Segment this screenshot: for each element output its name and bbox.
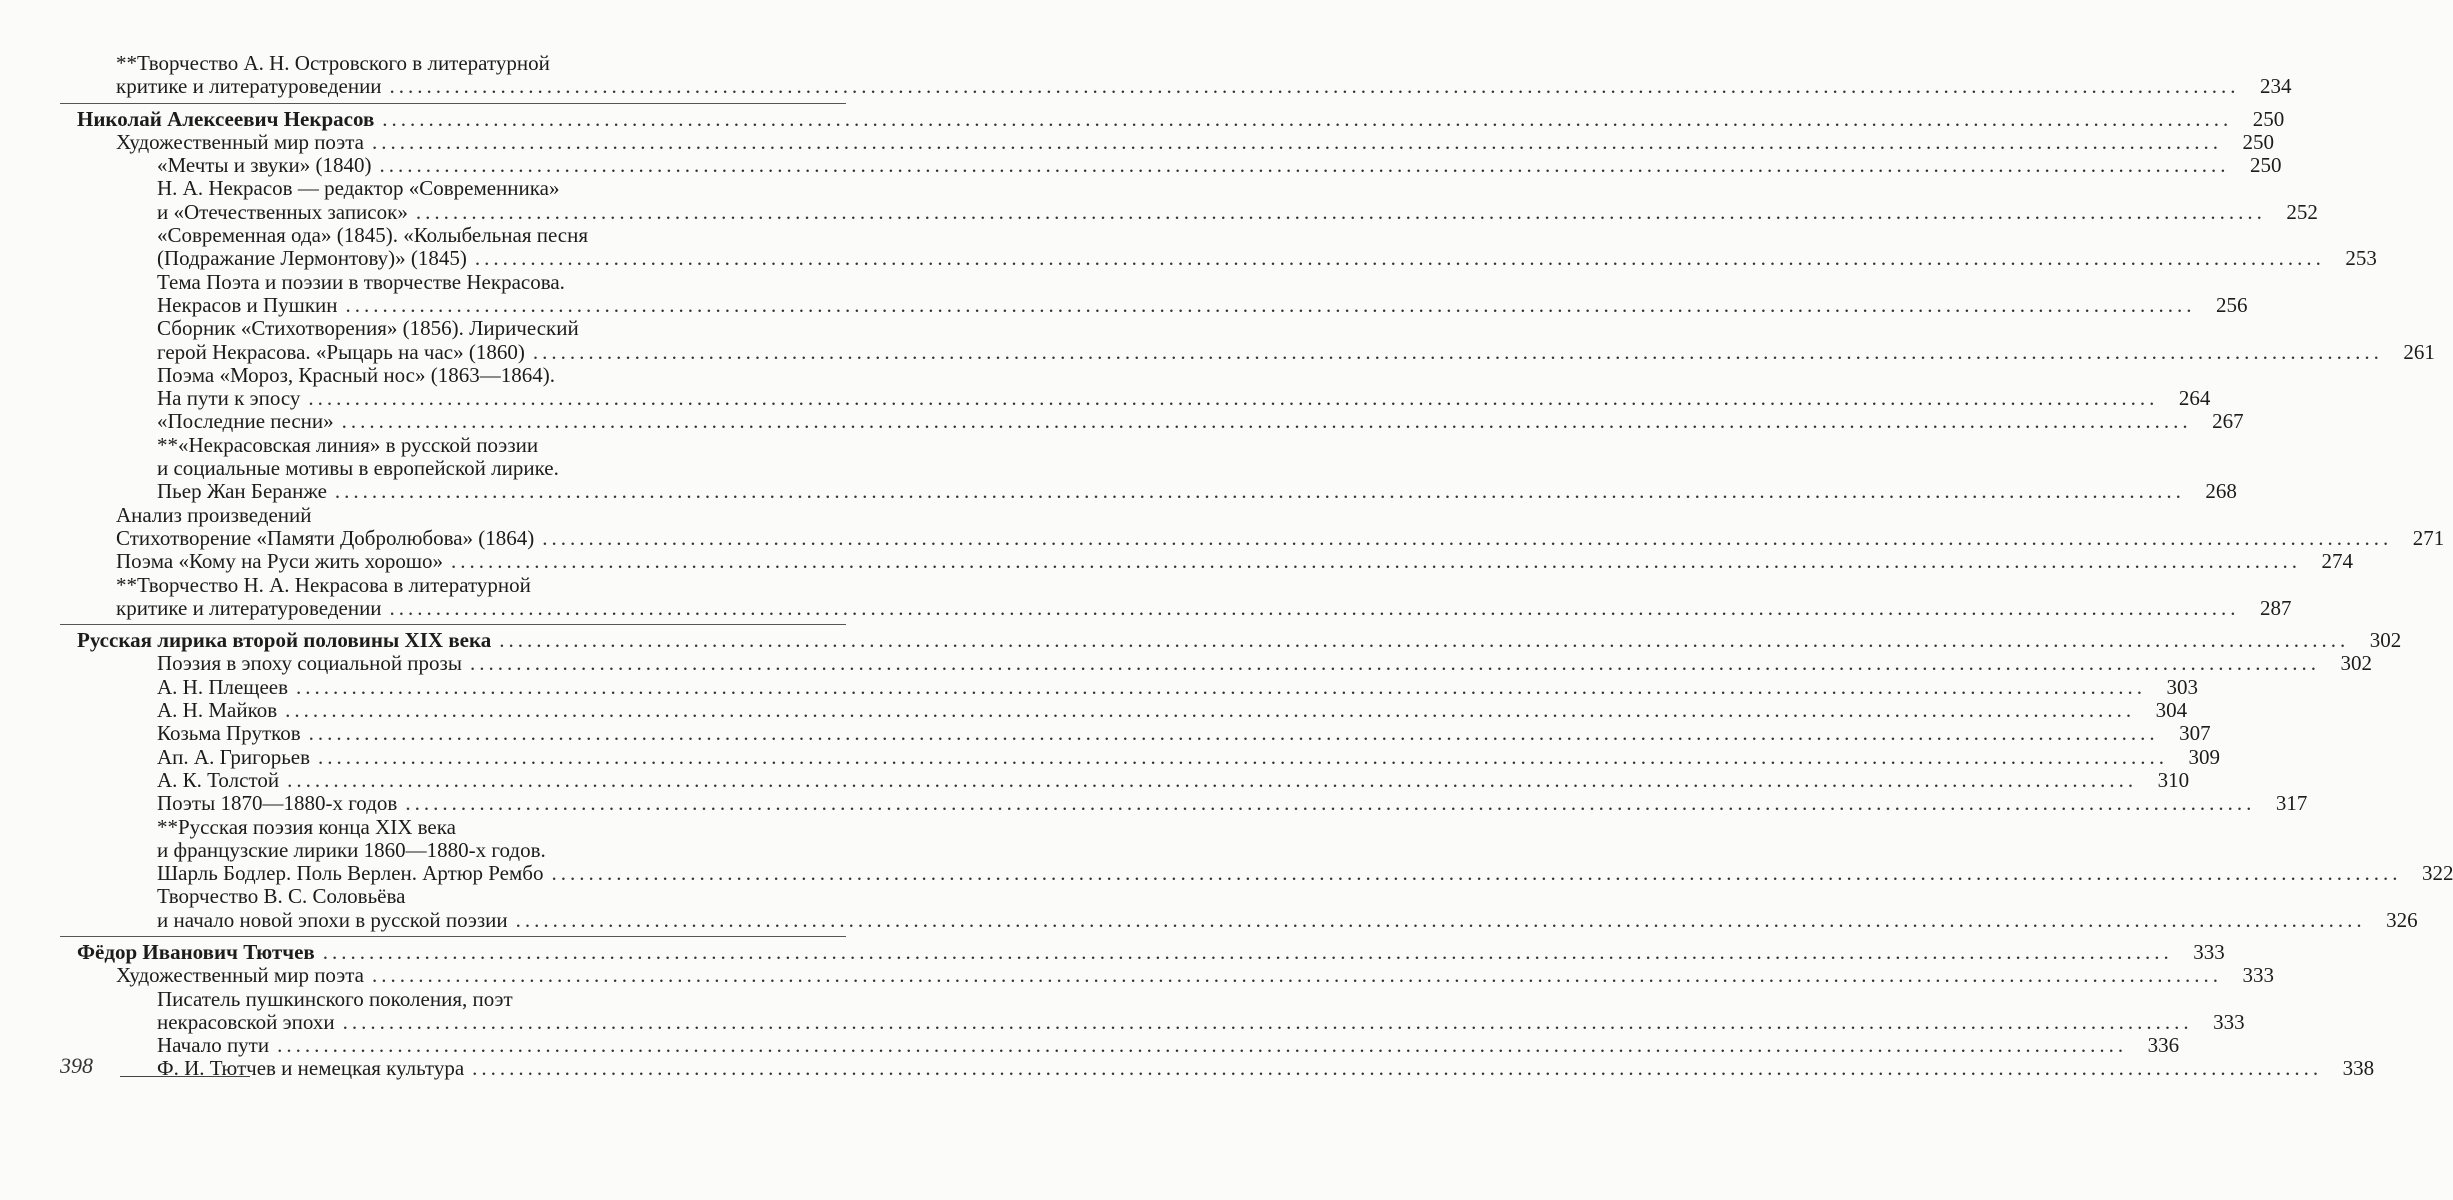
dot-leader: ........................................................................................................................................................................................................ [345,292,2196,317]
toc-entry[interactable] [0,362,2211,411]
toc-entry-title: Ф. И. Тютчев и немецкая культура [157,1056,465,1081]
toc-page-number: 338 [2342,1056,2375,1081]
toc-entry-title: «Современная ода» (1845). «Колыбельная песня [157,223,589,248]
dot-leader: ........................................................................................................................................................................................................ [371,129,2222,154]
toc-page-number: 333 [2193,939,2225,964]
dot-leader: ........................................................................................................................................................................................................ [277,1033,2128,1058]
toc-entry-title: Сборник «Стихотворения» (1856). Лирический [157,316,579,341]
toc-entry[interactable] [0,744,2221,769]
toc-entry-title: Анализ произведений [116,502,312,527]
toc-chapter[interactable] [0,939,2225,964]
dot-leader: ........................................................................................................................................................................................................ [308,386,2159,411]
toc-page-number: 302 [2340,651,2372,676]
toc-entry-title: Поэзия в эпоху социальной прозы [157,651,462,676]
dot-leader: ........................................................................................................................................................................................................ [551,861,2402,886]
toc-entry-title: Стихотворение «Памяти Добролюбова» (1864) [116,525,535,550]
toc-page-number: 333 [2242,963,2274,988]
toc-entry[interactable] [0,432,2237,504]
toc-entry[interactable] [0,791,2308,816]
toc-page-number: 336 [2147,1033,2180,1058]
toc-entry-title: критике и литературоведении [116,595,382,620]
toc-page-number: 302 [2369,628,2402,653]
toc-page-number: 310 [2157,767,2190,792]
toc-entry[interactable] [0,269,2248,318]
dot-leader: ........................................................................................................................................................................................................ [405,791,2256,816]
toc-entry-title: Тема Поэта и поэзии в творчестве Некрасова. [157,269,565,294]
dot-leader: ........................................................................................................................................................................................................ [469,651,2320,676]
toc-page-number: 322 [2421,861,2453,886]
dot-leader: ........................................................................................................................................................................................................ [499,628,2350,653]
toc-entry-title: критике и литературоведении [116,74,382,99]
toc-page-number: 326 [2386,907,2418,932]
toc-entry-title: и начало новой эпохи в русской поэзии [157,907,508,932]
toc-entry-title: и французские лирики 1860—1880-х годов. [157,837,546,862]
page-number: 398 [60,1053,93,1078]
toc-entry[interactable] [0,525,2445,550]
toc-entry-title: Поэты 1870—1880-х годов [157,791,398,816]
toc-page-number: 261 [2403,339,2435,364]
toc-entry-title: Писатель пушкинского поколения, поэт [157,986,513,1011]
toc-entry-title: Николай Алексеевич Некрасов [77,106,375,131]
toc-entry[interactable] [0,572,2292,621]
toc-entry[interactable] [0,549,2353,574]
toc-entry[interactable] [0,1056,2375,1081]
dot-leader: ........................................................................................................................................................................................................ [472,1056,2323,1081]
toc-entry-title: и «Отечественных записок» [157,199,408,224]
dot-leader: ........................................................................................................................................................................................................ [308,721,2159,746]
dot-leader: ........................................................................................................................................................................................................ [474,246,2325,271]
toc-entry-title: Творчество В. С. Соловьёва [157,884,406,909]
toc-entry[interactable] [0,176,2318,224]
toc-entry-title: Художественный мир поэта [116,963,364,988]
toc-entry-title: **Творчество А. Н. Островского в литературной [116,51,550,75]
toc-entry-title: Козьма Прутков [157,721,301,746]
dot-leader: ........................................................................................................................................................................................................ [532,339,2383,364]
dot-leader: ........................................................................................................................................................................................................ [341,409,2192,434]
dot-leader: ........................................................................................................................................................................................................ [285,698,2136,723]
toc-page-number: 250 [2252,106,2285,131]
toc-entry[interactable] [0,986,2245,1035]
dot-leader: ........................................................................................................................................................................................................ [379,153,2230,178]
toc-page-number: 287 [2260,595,2292,620]
table-of-contents [0,51,2453,1081]
toc-page-number: 274 [2321,549,2353,574]
toc-entry-title: герой Некрасова. «Рыцарь на час» (1860) [157,339,525,364]
toc-page-number: 250 [2242,129,2274,154]
toc-page-number: 303 [2166,674,2199,699]
toc-entry-title: и социальные мотивы в европейской лирике. [157,456,559,481]
toc-entry-title: На пути к эпосу [157,386,301,411]
toc-page-number: 234 [2260,74,2292,99]
toc-entry-title: Ап. А. Григорьев [157,744,311,769]
toc-page-number: 268 [2205,479,2237,504]
toc-entry[interactable] [0,963,2274,988]
page-number-rule [120,1076,250,1077]
toc-page-number: 250 [2249,153,2282,178]
toc-entry-title: «Последние песни» [157,409,334,434]
toc-entry[interactable] [0,129,2274,154]
toc-entry[interactable] [0,1033,2180,1058]
dot-leader: ........................................................................................................................................................................................................ [334,479,2185,504]
toc-entry[interactable] [0,504,900,527]
toc-page-number: 256 [2216,292,2248,317]
toc-page-number: 264 [2178,386,2211,411]
dot-leader: ........................................................................................................................................................................................................ [389,595,2240,620]
dot-leader: ........................................................................................................................................................................................................ [515,907,2366,932]
toc-entry-title: **Русская поэзия конца XIX века [157,814,456,839]
dot-leader: ........................................................................................................................................................................................................ [415,199,2266,224]
toc-entry[interactable] [0,814,2453,886]
toc-entry-title: А. Н. Майков [157,698,278,723]
toc-entry-title: Поэма «Кому на Руси жить хорошо» [116,549,443,574]
toc-chapter[interactable] [0,106,2285,131]
toc-entry[interactable] [0,884,2418,932]
dot-leader: ........................................................................................................................................................................................................ [342,1009,2193,1034]
toc-entry[interactable] [0,721,2211,746]
toc-entry-title: Русская лирика второй половины XIX века [77,628,492,653]
toc-entry[interactable] [0,767,2190,792]
toc-page-number: 271 [2412,525,2445,550]
toc-chapter[interactable] [0,628,2402,653]
toc-entry-title: Фёдор Иванович Тютчев [77,939,315,964]
dot-leader: ........................................................................................................................................................................................................ [542,525,2393,550]
toc-entry-title: Н. А. Некрасов — редактор «Современника» [157,176,560,201]
toc-page-number: 309 [2188,744,2221,769]
toc-entry-title: (Подражание Лермонтову)» (1845) [157,246,467,271]
toc-entry[interactable] [0,409,2244,434]
toc-entry[interactable] [0,674,2199,699]
toc-page-number: 253 [2345,246,2377,271]
toc-entry-title: А. К. Толстой [157,767,280,792]
toc-page-number: 252 [2286,199,2318,224]
toc-page-number: 304 [2155,698,2188,723]
toc-page-number: 333 [2213,1009,2245,1034]
dot-leader: ........................................................................................................................................................................................................ [296,674,2147,699]
dot-leader: ........................................................................................................................................................................................................ [322,939,2173,964]
toc-entry-title: А. Н. Плещеев [157,674,289,699]
toc-entry-title: Начало пути [157,1033,270,1058]
toc-entry-title: **«Некрасовская линия» в русской поэзии [157,432,539,457]
toc-entry[interactable] [0,651,2372,676]
toc-entry-title: Художественный мир поэта [116,129,364,154]
dot-leader: ........................................................................................................................................................................................................ [451,549,2301,574]
toc-entry-title: Некрасов и Пушкин [157,292,338,317]
dot-leader: ........................................................................................................................................................................................................ [287,767,2138,792]
toc-page-number: 307 [2179,721,2211,746]
toc-entry[interactable] [0,51,2292,99]
toc-entry-title: **Творчество Н. А. Некрасова в литературной [116,572,531,597]
toc-entry-title: «Мечты и звуки» (1840) [157,153,372,178]
toc-page-number: 267 [2212,409,2244,434]
toc-entry[interactable] [0,316,2435,364]
toc-page-number: 317 [2275,791,2308,816]
dot-leader: ........................................................................................................................................................................................................ [371,963,2222,988]
toc-entry-title: некрасовской эпохи [157,1009,335,1034]
dot-leader: ........................................................................................................................................................................................................ [389,74,2240,99]
dot-leader: ........................................................................................................................................................................................................ [318,744,2169,769]
toc-entry[interactable] [0,223,2377,271]
toc-entry-title: Пьер Жан Беранже [157,479,327,504]
dot-leader: ........................................................................................................................................................................................................ [382,106,2233,131]
toc-entry[interactable] [0,153,2282,178]
toc-entry[interactable] [0,698,2188,723]
toc-entry-title: Шарль Бодлер. Поль Верлен. Артюр Рембо [157,861,544,886]
toc-entry-title: Поэма «Мороз, Красный нос» (1863—1864). [157,362,555,387]
